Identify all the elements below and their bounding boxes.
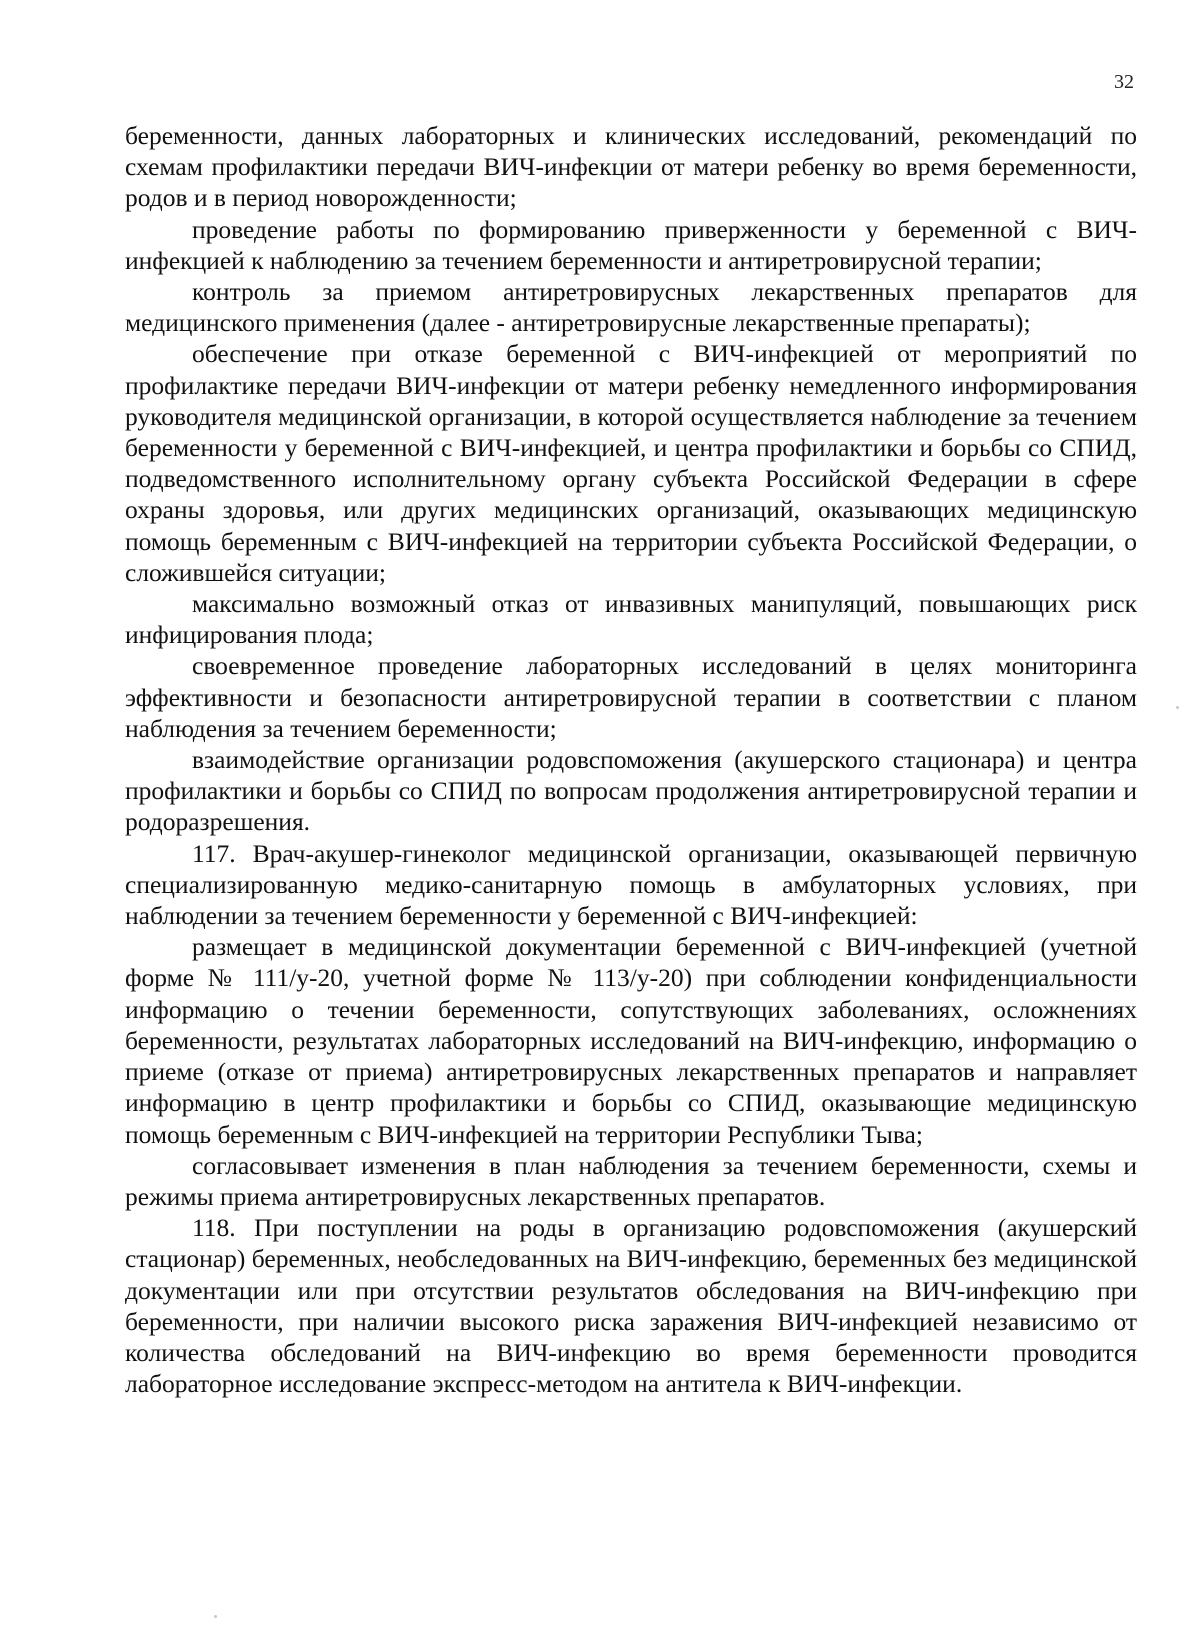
paragraph-6: своевременное проведение лабораторных исследований в целях мониторинга эффективности и безопасности антиретровирусной терапии в соответствии с планом наблюдения за течением беременности; xyxy=(125,651,1137,743)
paragraph-item-117: 117. Врач-акушер-гинеколог медицинской организации, оказывающей первичную специализированную медико-санитарную помощь в амбулаторных условиях, при наблюдении за течением беременности у беременной с ВИЧ-инфекцией: xyxy=(125,838,1137,931)
paragraph-4: обеспечение при отказе беременной с ВИЧ-инфекцией от мероприятий по профилактике передачи ВИЧ-инфекции от матери ребенку немедленного информирования руководителя медицинской организации, в которой осуществляется наблюдение за течением беременности у беременной с ВИЧ-инфекцией, и центра профилактики и борьбы со СПИД, подведомственного исполнительному органу субъекта Российской Федерации в сфере охраны здоровья, или других медицинских организаций, оказывающих медицинскую помощь беременным с ВИЧ-инфекцией на территории субъекта Российской Федерации, о сложившейся ситуации; xyxy=(125,339,1137,587)
scan-speck xyxy=(1176,706,1179,709)
scan-speck xyxy=(214,1615,217,1618)
paragraph-5: максимально возможный отказ от инвазивных манипуляций, повышающих риск инфицирования плода; xyxy=(125,589,1137,650)
paragraph-10: согласовывает изменения в план наблюдения за течением беременности, схемы и режимы приема антиретровирусных лекарственных препаратов. xyxy=(125,1150,1137,1211)
paragraph-9: размещает в медицинской документации беременной с ВИЧ-инфекцией (учетной форме № 111/у-20, учетной форме № 113/у-20) при соблюдении конфиденциальности информацию о течении беременности, сопутствующих заболеваниях, осложнениях беременности, результатах лабораторных исследований на ВИЧ-инфекцию, информацию о приеме (отказе от приема) антиретровирусных лекарственных препаратов и направляет информацию в центр профилактики и борьбы со СПИД, оказывающие медицинскую помощь беременным с ВИЧ-инфекцией на территории Республики Тыва; xyxy=(125,932,1137,1149)
paragraph-2: проведение работы по формированию приверженности у беременной с ВИЧ-инфекцией к наблюдению за течением беременности и антиретровирусной терапии; xyxy=(125,214,1137,275)
page-number: 32 xyxy=(1114,71,1134,93)
paragraph-item-118: 118. При поступлении на роды в организацию родовспоможения (акушерский стационар) беременных, необследованных на ВИЧ-инфекцию, беременных без медицинской документации или при отсутствии результатов обследования на ВИЧ-инфекцию при беременности, при наличии высокого риска заражения ВИЧ-инфекцией независимо от количества обследований на ВИЧ-инфекцию во время беременности проводится лабораторное исследование экспресс-методом на антитела к ВИЧ-инфекции. xyxy=(125,1213,1137,1399)
paragraph-1: беременности, данных лабораторных и клинических исследований, рекомендаций по схемам профилактики передачи ВИЧ-инфекции от матери ребенку во время беременности, родов и в период новорожденности; xyxy=(125,121,1137,213)
document-body xyxy=(125,120,1137,1399)
paragraph-3: контроль за приемом антиретровирусных лекарственных препаратов для медицинского применения (далее - антиретровирусные лекарственные препараты); xyxy=(125,277,1137,338)
paragraph-7: взаимодействие организации родовспоможения (акушерского стационара) и центра профилактики и борьбы со СПИД по вопросам продолжения антиретровирусной терапии и родоразрешения. xyxy=(125,745,1137,837)
